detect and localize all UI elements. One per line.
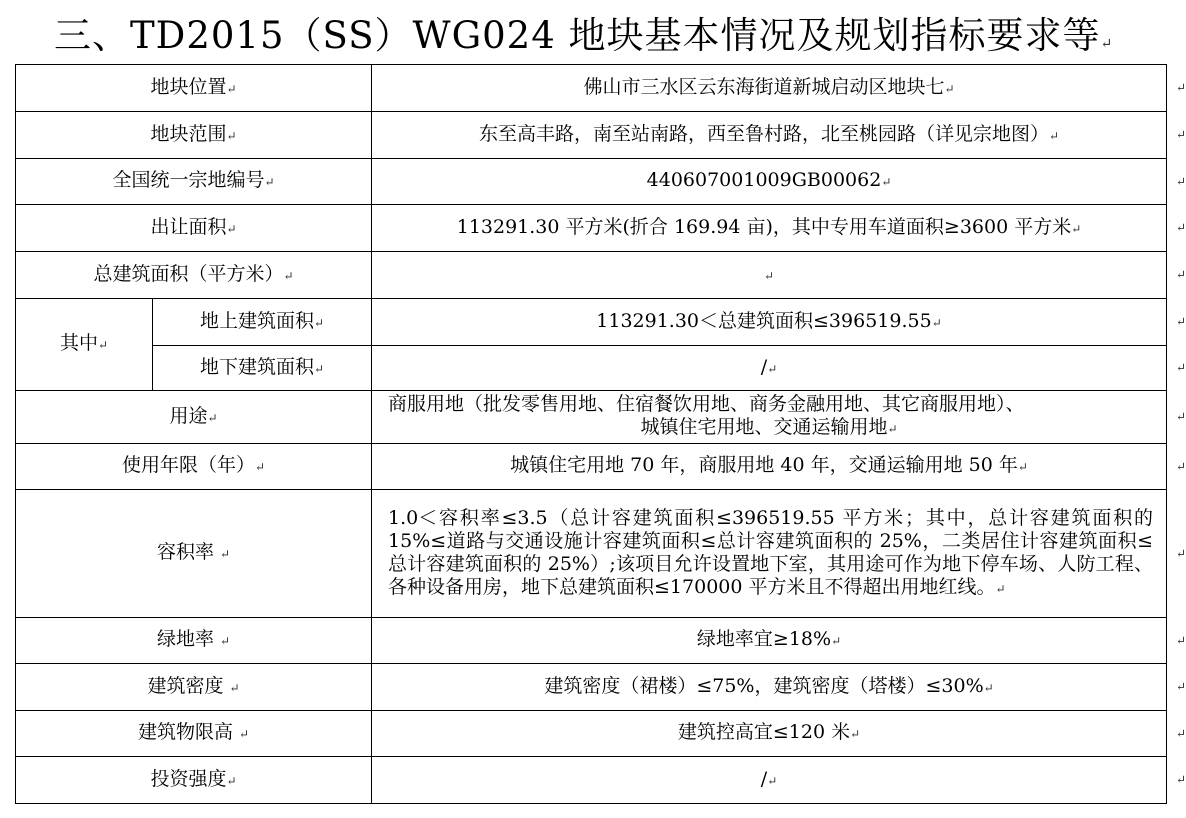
row-end-mark-icon: ↵ xyxy=(1175,633,1186,647)
row-end-mark-icon: ↵ xyxy=(1175,546,1186,560)
value-cell xyxy=(372,205,1186,252)
paragraph-mark-icon: ↵ xyxy=(1017,460,1028,474)
paragraph-mark-icon: ↵ xyxy=(229,680,240,695)
row-label-investment-intensity: 投资强度 xyxy=(150,767,227,790)
value-cell xyxy=(372,252,1186,299)
row-value-green-ratio: 绿地率宜≥18% xyxy=(696,628,832,650)
paragraph-mark-icon: ↵ xyxy=(881,175,892,189)
row-value-underground: / xyxy=(760,355,768,378)
table-row xyxy=(16,65,1167,112)
label-cell xyxy=(153,346,372,391)
row-value-transfer-area: 113291.30 平方米(折合 169.94 亩)，其中专用车道面积≥3600 平方米 xyxy=(456,215,1072,238)
label-cell xyxy=(16,299,153,391)
table-row xyxy=(16,299,1167,346)
row-value-investment-intensity: / xyxy=(760,767,768,790)
paragraph-mark-icon: ↵ xyxy=(226,81,237,96)
label-cell xyxy=(153,299,372,346)
row-label-underground: 地下建筑面积 xyxy=(199,355,314,378)
row-label-total-floor-area: 总建筑面积（平方米） xyxy=(93,262,284,285)
table-row xyxy=(16,112,1167,159)
label-cell xyxy=(16,205,372,252)
row-end-mark-icon: ↵ xyxy=(1175,80,1186,95)
value-cell xyxy=(372,159,1186,205)
row-value-usage-line2: 城镇住宅用地、交通运输用地 xyxy=(640,416,888,438)
value-cell xyxy=(372,346,1186,391)
paragraph-mark-icon: ↵ xyxy=(944,81,955,96)
paragraph-mark-icon: ↵ xyxy=(767,361,778,376)
table-row xyxy=(16,159,1167,205)
paragraph-mark-icon: ↵ xyxy=(763,268,775,283)
table-row xyxy=(16,252,1167,299)
paragraph-mark-icon: ↵ xyxy=(1048,128,1060,143)
row-value-above-ground: 113291.30＜总建筑面积≤396519.55 xyxy=(596,309,932,332)
row-value-scope: 东至高丰路，南至站南路，西至鲁村路，北至桃园路（详见宗地图） xyxy=(478,122,1049,145)
row-label-height-limit: 建筑物限高 xyxy=(137,721,239,743)
label-cell xyxy=(16,252,372,299)
title-text: 三、TD2015（SS）WG024 地块基本情况及规划指标要求等 xyxy=(54,14,1101,57)
paragraph-mark-icon: ↵ xyxy=(254,460,266,474)
paragraph-mark-icon: ↵ xyxy=(995,581,1006,596)
table-row xyxy=(16,711,1167,757)
value-cell xyxy=(372,299,1186,346)
row-end-mark-icon: ↵ xyxy=(1175,679,1186,694)
paragraph-mark-icon: ↵ xyxy=(97,338,109,352)
row-label-parcel-code: 全国统一宗地编号 xyxy=(112,169,265,191)
paragraph-mark-icon: ↵ xyxy=(767,773,778,788)
paragraph-mark-icon: ↵ xyxy=(1100,36,1113,52)
paragraph-mark-icon: ↵ xyxy=(239,727,250,741)
label-cell xyxy=(16,65,372,112)
label-cell xyxy=(16,391,372,444)
paragraph-mark-icon: ↵ xyxy=(264,175,275,189)
row-value-use-term: 城镇住宅用地 70 年，商服用地 40 年，交通运输用地 50 年 xyxy=(510,454,1018,476)
value-cell xyxy=(372,65,1186,112)
value-cell xyxy=(372,391,1186,444)
row-label-use-term: 使用年限（年） xyxy=(121,454,255,476)
row-end-mark-icon: ↵ xyxy=(1175,314,1186,329)
paragraph-mark-icon: ↵ xyxy=(831,634,842,648)
row-value-building-density: 建筑密度（裙楼）≤75%，建筑密度（塔楼）≤30% xyxy=(544,674,984,697)
row-end-mark-icon: ↵ xyxy=(1175,220,1186,235)
label-cell xyxy=(16,711,372,757)
paragraph-mark-icon: ↵ xyxy=(207,410,218,425)
paragraph-mark-icon: ↵ xyxy=(220,547,231,561)
paragraph-mark-icon: ↵ xyxy=(983,680,994,695)
value-cell xyxy=(372,444,1186,490)
label-cell xyxy=(16,444,372,490)
row-end-mark-icon: ↵ xyxy=(1175,127,1186,142)
row-value-usage-line2-wrap xyxy=(388,416,1150,441)
value-cell xyxy=(372,490,1186,618)
value-cell xyxy=(372,618,1186,664)
row-end-mark-icon: ↵ xyxy=(1175,174,1186,188)
row-value-parcel-code: 440607001009GB00062 xyxy=(646,169,882,191)
value-cell xyxy=(372,757,1186,804)
row-end-mark-icon: ↵ xyxy=(1175,267,1186,282)
label-cell xyxy=(16,757,372,804)
label-cell xyxy=(16,112,372,159)
row-label-green-ratio: 绿地率 xyxy=(156,628,220,650)
table-row xyxy=(16,618,1167,664)
row-label-building-density: 建筑密度 xyxy=(147,674,230,697)
row-label-usage: 用途 xyxy=(169,404,208,427)
row-value-height-limit: 建筑控高宜≤120 米 xyxy=(677,721,851,743)
row-label-plot-ratio: 容积率 xyxy=(156,541,220,563)
row-label-transfer-area: 出让面积 xyxy=(150,215,227,238)
paragraph-mark-icon: ↵ xyxy=(226,221,237,236)
row-end-mark-icon: ↵ xyxy=(1175,772,1186,787)
row-end-mark-icon: ↵ xyxy=(1175,726,1186,740)
value-cell xyxy=(372,112,1186,159)
value-cell xyxy=(372,711,1186,757)
row-value-location: 佛山市三水区云东海街道新城启动区地块七 xyxy=(583,75,945,98)
table-row xyxy=(16,444,1167,490)
value-cell xyxy=(372,664,1186,711)
paragraph-mark-icon: ↵ xyxy=(931,315,942,330)
label-cell xyxy=(16,490,372,618)
row-label-above-ground: 地上建筑面积 xyxy=(199,309,314,332)
label-cell xyxy=(16,618,372,664)
table-row xyxy=(16,205,1167,252)
parcel-info-table xyxy=(15,64,1186,804)
label-cell xyxy=(16,159,372,205)
table-row xyxy=(16,391,1167,444)
paragraph-mark-icon: ↵ xyxy=(850,727,861,741)
row-end-mark-icon: ↵ xyxy=(1175,409,1186,424)
row-label-scope: 地块范围 xyxy=(150,122,227,145)
row-end-mark-icon: ↵ xyxy=(1175,360,1186,375)
table-row xyxy=(16,664,1167,711)
paragraph-mark-icon: ↵ xyxy=(1071,221,1082,236)
row-label-among: 其中 xyxy=(59,332,98,354)
row-label-location: 地块位置 xyxy=(150,75,227,98)
table-row xyxy=(16,490,1167,618)
paragraph-mark-icon: ↵ xyxy=(887,422,898,436)
table-row xyxy=(16,346,1167,391)
page-title xyxy=(54,12,1112,68)
row-value-plot-ratio: 1.0＜容积率≤3.5（总计容建筑面积≤396519.55 平方米；其中，总计容建筑面积的 15%≤道路与交通设施计容建筑面积≤总计容建筑面积的 25%，二类居住计容建筑面积≤总计容建筑面积的 25%）;该项目允许设置地下室，其用途可作为地下停车场、人防工程、各种设备用房，地下总建筑面积≤170000 平方米且不得超出用地红线。 xyxy=(388,506,1154,598)
table-row xyxy=(16,757,1167,804)
paragraph-mark-icon: ↵ xyxy=(283,268,294,283)
paragraph-mark-icon: ↵ xyxy=(226,773,237,788)
row-value-usage-line1: 商服用地（批发零售用地、住宿餐饮用地、商务金融用地、其它商服用地）、 xyxy=(388,393,1025,415)
paragraph-mark-icon: ↵ xyxy=(313,361,325,376)
paragraph-mark-icon: ↵ xyxy=(313,315,325,330)
paragraph-mark-icon: ↵ xyxy=(226,128,237,143)
label-cell xyxy=(16,664,372,711)
row-end-mark-icon: ↵ xyxy=(1175,459,1186,473)
paragraph-mark-icon: ↵ xyxy=(220,634,231,648)
